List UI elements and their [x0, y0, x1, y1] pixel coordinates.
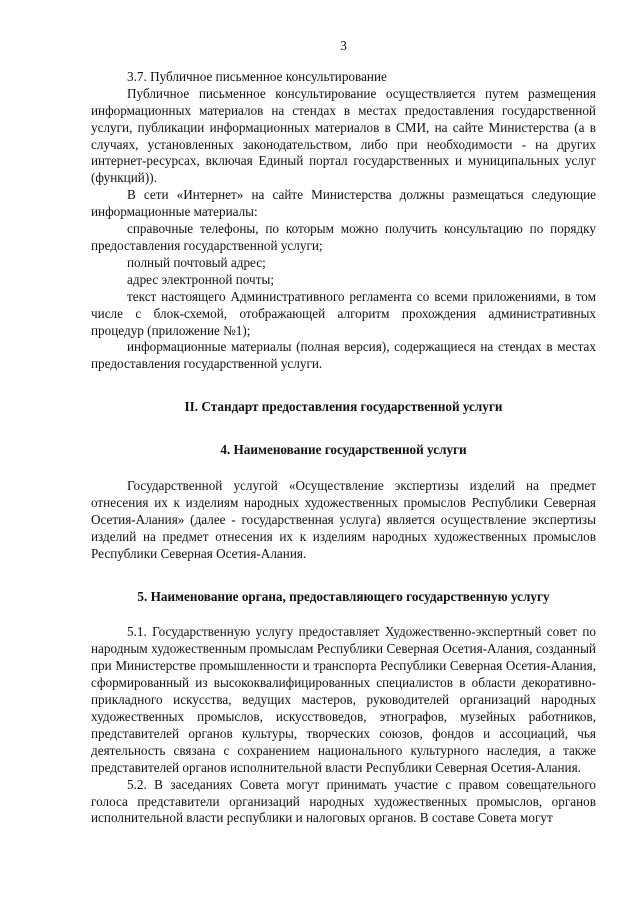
section-3-7-paragraph-1: Публичное письменное консультирование осуществляется путем размещения информационных материалов на стендах в местах предоставления государственной услуги, публикации информационных материалов в СМИ, на сайте Министерства (а в случаях, установленных законодательством, либо при необходимости - на других интернет-ресурсах, включая Единый портал государственных и муниципальных услуг (функций)).: [91, 85, 596, 186]
spacer: [91, 459, 596, 478]
list-item-postal-address: полный почтовый адрес;: [127, 254, 266, 270]
spacer: [91, 416, 596, 442]
part-2-title: II. Стандарт предоставления государственной услуги: [184, 399, 503, 415]
section-5-1-paragraph: 5.1. Государственную услугу предоставляет Художественно-экспертный совет по народным художественным промыслам Республики Северная Осетия-Алания, созданный при Министерстве промышленности и транспорта Республики Северная Осетия-Алания, сформированный из высококвалифицированных специалистов в области декоративно-прикладного искусства, ведущих мастеров, руководителей организаций народных художественных промыслов, искусствоведов, этнографов, музейных работников, представителей органов культуры, творческих союзов, фондов и ассоциаций, чья деятельность связана с сохранением национального культурного наследия, а также представителей органов исполнительной власти Республики Северная Осетия-Алания.: [91, 624, 596, 775]
spacer: [91, 373, 596, 399]
list-item-info-materials: информационные материалы (полная версия), содержащиеся на стендах в местах предоставления государственной услуги.: [91, 339, 596, 372]
section-4-paragraph: Государственной услугой «Осуществление экспертизы изделий на предмет отнесения их к изделиям народных художественных промыслов Республики Северная Осетия-Алания» (далее - государственная услуга) является осуществление экспертизы изделий на предмет отнесения их к изделиям народных художественных промыслов Республики Северная Осетия-Алания.: [91, 478, 596, 561]
section-5-2-paragraph: 5.2. В заседаниях Совета могут принимать участие с правом совещательного голоса представители организаций народных художественных промыслов, органов исполнительной власти республики и налоговых органов. В составе Совета могут: [91, 776, 596, 826]
list-item-regulation-text: текст настоящего Административного регламента со всеми приложениями, в том числе с блок-схемой, отображающей алгоритм прохождения административных процедур (приложение №1);: [91, 288, 596, 338]
page-number: 3: [340, 38, 347, 53]
section-5-title: 5. Наименование органа, предоставляющего государственную услугу: [137, 588, 550, 604]
spacer: [91, 605, 596, 624]
list-item-phones: справочные телефоны, по которым можно получить консультацию по порядку предоставления государственной услуги;: [91, 221, 596, 253]
section-3-7-heading: 3.7. Публичное письменное консультирование: [127, 68, 387, 84]
spacer: [91, 563, 596, 589]
section-3-7-paragraph-2: В сети «Интернет» на сайте Министерства должны размещаться следующие информационные материалы:: [91, 187, 596, 220]
list-item-email: адрес электронной почты;: [127, 271, 274, 287]
section-4-title: 4. Наименование государственной услуги: [220, 442, 467, 458]
